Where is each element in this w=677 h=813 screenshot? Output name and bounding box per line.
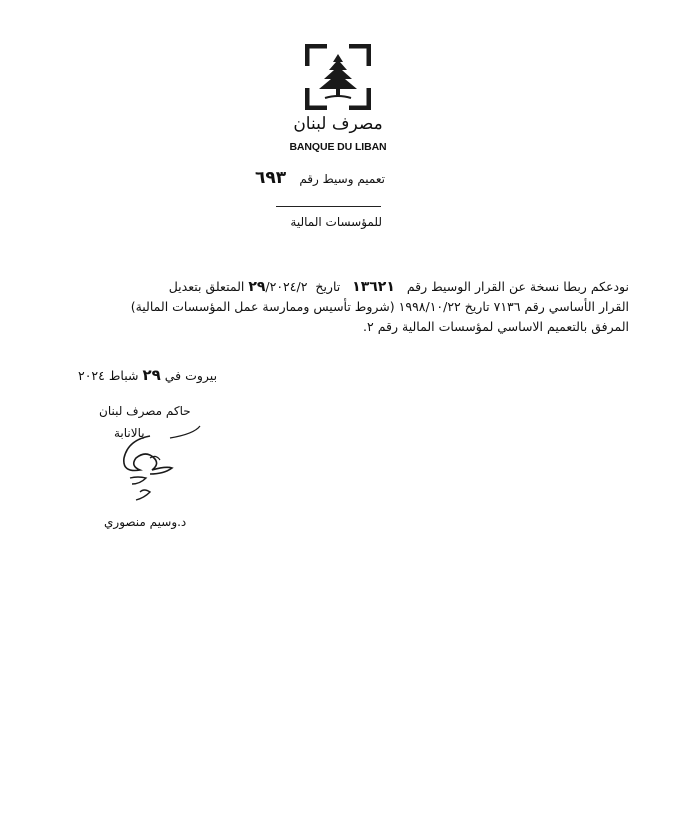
circular-number: ٦٩٣ bbox=[255, 168, 287, 188]
header-divider bbox=[276, 206, 381, 207]
date-suffix: شباط ٢٠٢٤ bbox=[78, 368, 139, 383]
signer-name: د.وسيم منصوري bbox=[104, 515, 187, 529]
decision-day: ٢٩ bbox=[248, 279, 266, 295]
governor-title: حاكم مصرف لبنان bbox=[99, 404, 191, 418]
bank-name-arabic: مصرف لبنان bbox=[293, 114, 383, 134]
circular-label: تعميم وسيط رقم bbox=[299, 172, 385, 186]
date-day: ٢٩ bbox=[142, 366, 161, 384]
body-line-2: القرار الأساسي رقم ٧١٣٦ تاريخ ١٩٩٨/١٠/٢٢ (شروط تأسيس وممارسة عمل المؤسسات المالية) bbox=[130, 299, 629, 314]
circular-header bbox=[255, 168, 385, 190]
body-line-1-start: نودعكم ربطا نسخة عن القرار الوسيط رقم bbox=[406, 279, 629, 294]
date-label: تاريخ bbox=[315, 279, 341, 294]
proxy-label: بالانابة bbox=[114, 426, 145, 440]
body-line-3: المرفق بالتعميم الاساسي لمؤسسات المالية رقم ٢. bbox=[363, 319, 629, 334]
issue-date bbox=[78, 366, 217, 385]
bank-name-french: BANQUE DU LIBAN bbox=[289, 141, 387, 153]
recipient: للمؤسسات المالية bbox=[290, 215, 382, 229]
decision-number: ١٣٦٢١ bbox=[352, 279, 395, 295]
cedar-logo-icon bbox=[305, 44, 371, 110]
date-prefix: بيروت في bbox=[164, 368, 218, 383]
body-line-1-rest: /٢٠٢٤/٢ المتعلق بتعديل bbox=[168, 279, 308, 294]
body-line-1 bbox=[169, 278, 629, 296]
